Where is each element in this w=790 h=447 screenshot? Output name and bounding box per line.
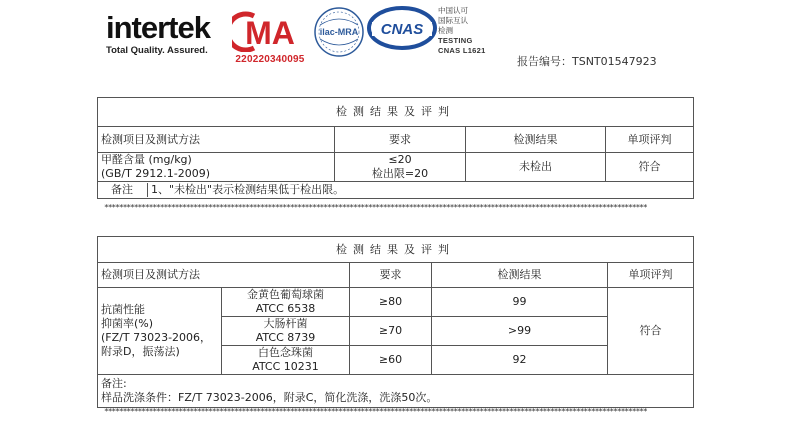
- remark-text: 样品洗涤条件：FZ/T 73023-2006，附录C，简化洗涤，洗涤50次。: [101, 391, 438, 404]
- separator-line: **************************************************************************************************************************************************: [104, 408, 647, 416]
- result-table-formaldehyde: [97, 97, 694, 199]
- intertek-wordmark: intertek: [106, 10, 210, 45]
- strain-cell: [222, 346, 350, 375]
- strain-name: 金黄色葡萄球菌: [247, 288, 324, 301]
- column-header: 检测结果: [466, 127, 606, 153]
- strain-atcc: ATCC 8739: [255, 331, 316, 344]
- cma-logo: [232, 10, 308, 65]
- cnas-line: 中国认可: [438, 6, 468, 15]
- cnas-line: CNAS L1621: [438, 46, 486, 55]
- test-item-line: 抗菌性能: [101, 303, 145, 316]
- report-number-label: 报告编号：: [517, 55, 572, 68]
- test-item-line: 附录D，振荡法): [101, 345, 180, 358]
- strain-atcc: ATCC 10231: [252, 360, 319, 373]
- requirement-cell: ≥60: [350, 346, 432, 375]
- cnas-logo: [366, 4, 438, 58]
- column-header: 单项评判: [608, 263, 694, 288]
- requirement-cell: ≥70: [350, 317, 432, 346]
- result-cell: >99: [432, 317, 608, 346]
- requirement-value: ≤20: [388, 153, 412, 166]
- table-title: 检测结果及评判: [98, 237, 694, 263]
- ilac-mra-text: ilac-MRA: [319, 27, 359, 37]
- report-number: [517, 53, 657, 69]
- ilac-mra-logo: [312, 5, 366, 67]
- cnas-line: 国际互认: [438, 16, 468, 25]
- requirement-cell: [335, 153, 466, 182]
- cnas-mark-icon: [366, 4, 438, 54]
- logo-bar: [0, 0, 790, 70]
- column-header: 要求: [335, 127, 466, 153]
- test-item-name: 甲醛含量 (mg/kg): [101, 153, 192, 166]
- judgment-cell: 符合: [606, 153, 694, 182]
- cnas-accreditation-text: [438, 6, 486, 56]
- column-header: 检测项目及测试方法: [98, 127, 335, 153]
- report-number-value: TSNT01547923: [572, 55, 657, 68]
- test-item-line: 抑菌率(%): [101, 317, 154, 330]
- result-cell: 未检出: [466, 153, 606, 182]
- judgment-cell: 符合: [608, 288, 694, 375]
- strain-cell: [222, 317, 350, 346]
- remark-label: 备注:: [101, 377, 127, 390]
- test-item-cell: [98, 153, 335, 182]
- test-item-cell: [98, 288, 222, 375]
- ilac-mra-icon: [312, 5, 366, 63]
- column-header: 检测项目及测试方法: [98, 263, 350, 288]
- strain-cell: [222, 288, 350, 317]
- test-item-line: (FZ/T 73023-2006，: [101, 331, 212, 344]
- remark-label: 备注: [101, 183, 148, 197]
- result-cell: 92: [432, 346, 608, 375]
- strain-name: 白色念珠菌: [258, 346, 313, 359]
- strain-name: 大肠杆菌: [263, 317, 308, 330]
- remark-row: [98, 375, 694, 408]
- result-cell: 99: [432, 288, 608, 317]
- remark-row: [98, 182, 694, 199]
- intertek-logo: [106, 12, 210, 56]
- cma-code: 220220340095: [235, 54, 305, 65]
- test-item-method: (GB/T 2912.1-2009): [101, 167, 211, 180]
- cnas-line: 检测: [438, 26, 453, 35]
- column-header: 单项评判: [606, 127, 694, 153]
- cnas-letters: CNAS: [380, 21, 424, 38]
- cma-mark-icon: [232, 10, 308, 52]
- detection-limit: 检出限=20: [371, 167, 429, 180]
- intertek-tagline: Total Quality. Assured.: [106, 45, 208, 56]
- remark-text: 1、"未检出"表示检测结果低于检出限。: [151, 183, 345, 196]
- table-title: 检测结果及评判: [98, 98, 694, 127]
- cnas-line: TESTING: [438, 36, 473, 45]
- column-header: 要求: [350, 263, 432, 288]
- separator-line: **************************************************************************************************************************************************: [104, 204, 647, 212]
- cma-letters: MA: [245, 15, 295, 51]
- requirement-cell: ≥80: [350, 288, 432, 317]
- column-header: 检测结果: [432, 263, 608, 288]
- result-table-antibacterial: [97, 236, 694, 408]
- strain-atcc: ATCC 6538: [255, 302, 316, 315]
